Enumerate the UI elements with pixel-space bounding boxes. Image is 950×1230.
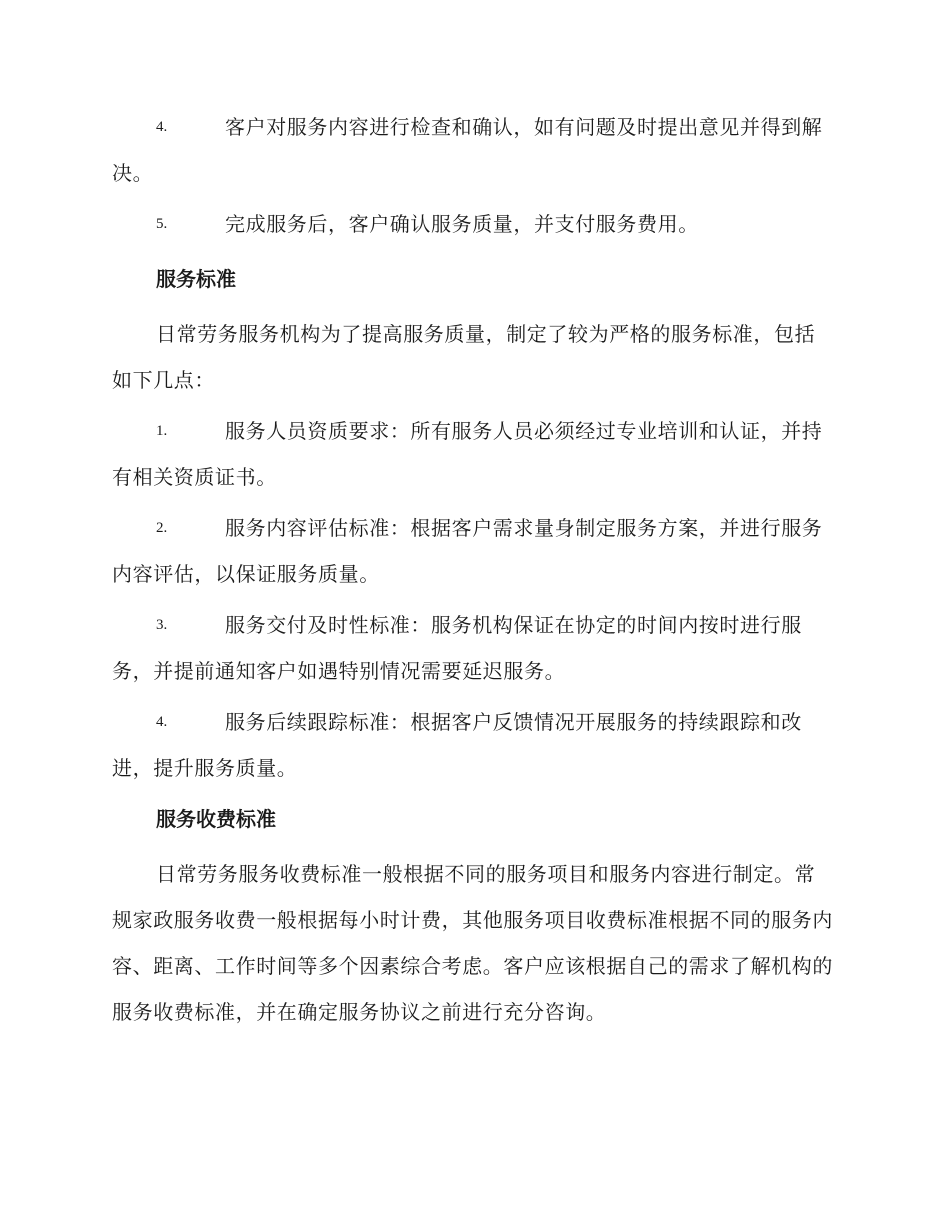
list-item [112,505,834,597]
list-number: 1. [156,423,168,439]
list-text: 服务人员资质要求：所有服务人员必须经过专业培训和认证，并持有相关资质证书。 [112,419,823,489]
list-text: 客户对服务内容进行检查和确认，如有问题及时提出意见并得到解决。 [112,115,823,185]
section-heading: 服务收费标准 [156,807,276,831]
list-item [112,602,834,694]
list-item [112,408,834,500]
list-number: 3. [156,617,168,633]
section-heading: 服务标准 [156,267,236,291]
list-item [112,104,834,196]
list-text: 完成服务后，客户确认服务质量，并支付服务费用。 [225,212,699,236]
list-number: 2. [156,520,168,536]
section-body: 日常劳务服务收费标准一般根据不同的服务项目和服务内容进行制定。常规家政服务收费一般根据每小时计费，其他服务项目收费标准根据不同的服务内容、距离、工作时间等多个因素综合考虑。客户应该根据自己的需求了解机构的服务收费标准，并在确定服务协议之前进行充分咨询。 [112,862,833,1024]
section-intro: 日常劳务服务机构为了提高服务质量，制定了较为严格的服务标准，包括如下几点： [112,322,816,392]
list-number: 4. [156,119,168,135]
list-item [112,201,834,247]
list-item [112,699,834,791]
list-number: 4. [156,714,168,730]
list-number: 5. [156,216,168,232]
list-text: 服务内容评估标准：根据客户需求量身制定服务方案，并进行服务内容评估，以保证服务质量。 [112,516,823,586]
list-text: 服务后续跟踪标准：根据客户反馈情况开展服务的持续跟踪和改进，提升服务质量。 [112,710,802,780]
list-text: 服务交付及时性标准：服务机构保证在协定的时间内按时进行服务，并提前通知客户如遇特别情况需要延迟服务。 [112,613,802,683]
